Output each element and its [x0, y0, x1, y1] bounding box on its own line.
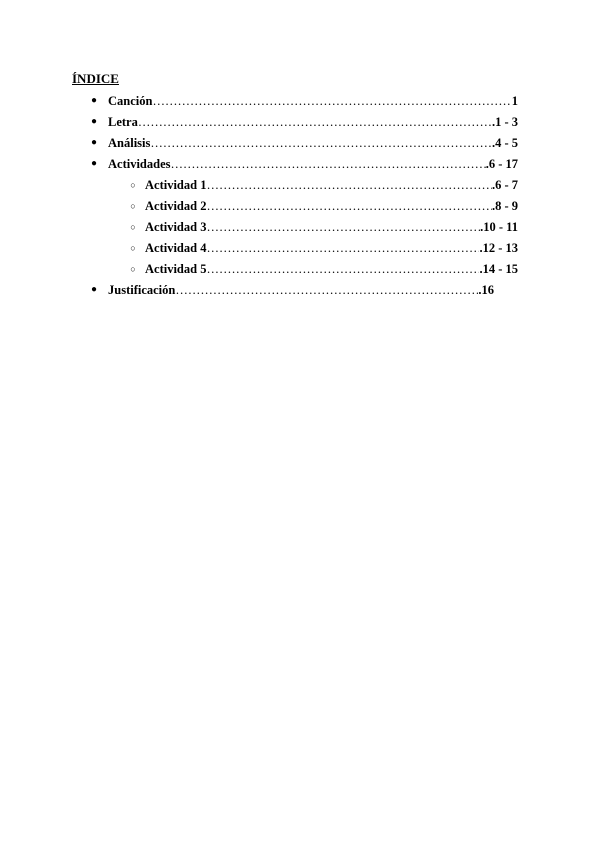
- hollow-bullet-icon: ○: [130, 222, 136, 232]
- toc-entry-label: Actividad 4: [145, 241, 207, 255]
- dot-leader: [175, 281, 478, 299]
- dot-leader: [206, 218, 480, 236]
- toc-entry-label: Actividad 2: [145, 199, 207, 213]
- toc-entry-page: .6 - 17: [485, 157, 518, 171]
- toc-entry-label: Actividad 1: [145, 178, 207, 192]
- toc-entry-content: [145, 197, 518, 215]
- dot-leader: [206, 260, 479, 278]
- toc-entry-label: Justificación: [108, 283, 176, 297]
- toc-entry-label: Canción: [108, 94, 153, 108]
- dot-leader: [206, 197, 491, 215]
- hollow-bullet-icon: ○: [130, 180, 136, 190]
- toc-entry-page: .1 - 3: [491, 115, 518, 129]
- dot-leader: [152, 92, 511, 110]
- hollow-bullet-icon: ○: [130, 201, 136, 211]
- toc-entry-label: Análisis: [108, 136, 151, 150]
- toc-entry-content: [145, 218, 518, 236]
- toc-entry-content: [145, 260, 518, 278]
- toc-entry-content: [108, 134, 518, 152]
- filled-bullet-icon: ●: [90, 158, 98, 169]
- toc-entry-content: [108, 92, 518, 110]
- toc-entry-label: Actividades: [108, 157, 171, 171]
- filled-bullet-icon: ●: [90, 116, 98, 127]
- toc-entry-page: .4 - 5: [491, 136, 518, 150]
- toc-entry-page: .16: [478, 283, 494, 297]
- dot-leader: [138, 113, 492, 131]
- toc-entry-label: Actividad 3: [145, 220, 207, 234]
- toc-entry-content: [108, 113, 518, 131]
- dot-leader: [206, 239, 479, 257]
- toc-entry-content: [145, 239, 518, 257]
- toc-entry-content: [108, 281, 494, 299]
- toc-entry-page: .6 - 7: [491, 178, 518, 192]
- dot-leader: [206, 176, 491, 194]
- filled-bullet-icon: ●: [90, 137, 98, 148]
- toc-entry-page: .14 - 15: [479, 262, 518, 276]
- dot-leader: [171, 155, 486, 173]
- toc-entry-content: [145, 176, 518, 194]
- filled-bullet-icon: ●: [90, 95, 98, 106]
- toc-entry-label: Letra: [108, 115, 138, 129]
- dot-leader: [150, 134, 492, 152]
- hollow-bullet-icon: ○: [130, 243, 136, 253]
- toc-entry-page: .12 - 13: [479, 241, 518, 255]
- toc-entry-page: 1: [511, 94, 518, 108]
- filled-bullet-icon: ●: [90, 284, 98, 295]
- toc-entry-page: .8 - 9: [491, 199, 518, 213]
- page-title: ÍNDICE: [72, 71, 119, 86]
- hollow-bullet-icon: ○: [130, 264, 136, 274]
- toc-entry-content: [108, 155, 518, 173]
- toc-entry-label: Actividad 5: [145, 262, 207, 276]
- toc-entry-page: .10 - 11: [480, 220, 518, 234]
